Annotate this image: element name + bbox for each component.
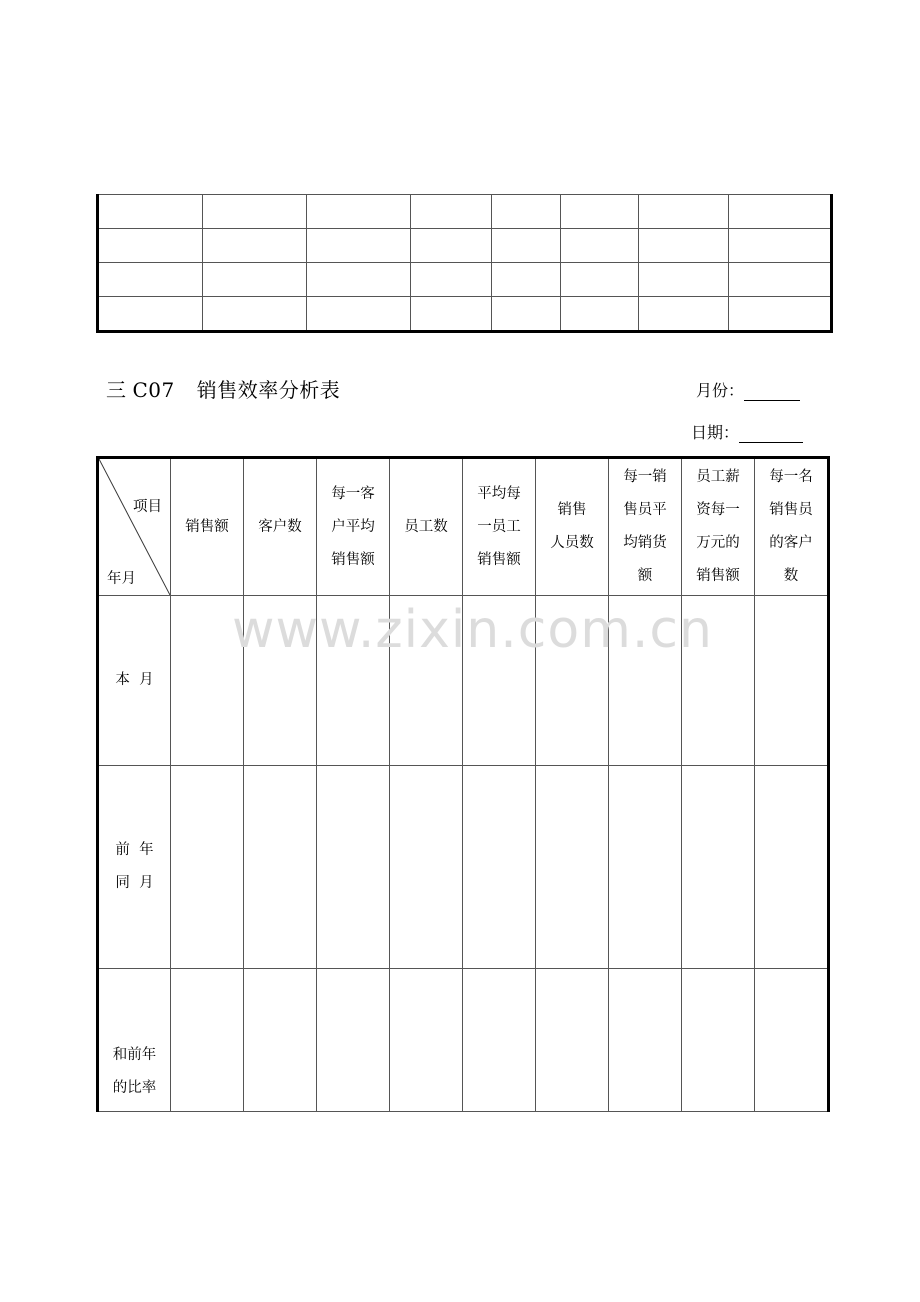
empty-cell: [203, 297, 307, 332]
empty-cell: [639, 297, 729, 332]
data-cell[interactable]: [390, 596, 463, 766]
form-code: C07: [132, 378, 175, 402]
data-cell[interactable]: [682, 596, 755, 766]
empty-cell: [729, 229, 832, 263]
data-cell[interactable]: [244, 596, 317, 766]
row-label-text: 同 月: [115, 875, 154, 891]
header-text: 平均每: [477, 485, 521, 502]
data-cell[interactable]: [317, 766, 390, 969]
empty-cell: [729, 195, 832, 229]
empty-cell: [561, 263, 639, 297]
header-text: 户平均: [331, 518, 375, 535]
date-blank: [739, 424, 803, 443]
header-text: 销售额: [331, 551, 375, 568]
month-field: [696, 378, 800, 401]
empty-cell: [729, 263, 832, 297]
data-cell[interactable]: [171, 969, 244, 1112]
data-cell[interactable]: [755, 596, 829, 766]
data-cell[interactable]: [536, 969, 609, 1112]
empty-cell: [98, 263, 203, 297]
empty-cell: [307, 297, 411, 332]
header-text: 额: [637, 568, 653, 584]
empty-cell: [203, 229, 307, 263]
page-title: 销售效率分析表: [196, 378, 341, 402]
row-label-text: 前 年: [115, 842, 154, 858]
data-cell[interactable]: [682, 969, 755, 1112]
data-cell[interactable]: [609, 596, 682, 766]
data-cell[interactable]: [244, 969, 317, 1112]
data-cell[interactable]: [609, 969, 682, 1112]
table-row: [98, 195, 832, 229]
data-cell[interactable]: [682, 766, 755, 969]
empty-cell: [561, 229, 639, 263]
empty-cell: [492, 195, 561, 229]
table-row: [98, 263, 832, 297]
column-header: [682, 458, 755, 596]
data-cell[interactable]: [171, 766, 244, 969]
empty-cell: [492, 263, 561, 297]
empty-cell: [492, 229, 561, 263]
header-text: 万元的: [696, 535, 740, 551]
data-cell[interactable]: [317, 596, 390, 766]
watermark: www.zixin.com.cn: [232, 600, 713, 660]
previous-table-fragment: [96, 194, 833, 333]
empty-cell: [561, 297, 639, 332]
data-cell[interactable]: [390, 766, 463, 969]
header-text: 客户数: [258, 518, 302, 535]
date-field: [691, 420, 803, 443]
row-label: [98, 969, 171, 1112]
data-cell[interactable]: [244, 766, 317, 969]
column-header: [390, 458, 463, 596]
header-text: 每一客: [331, 485, 375, 502]
empty-cell: [411, 263, 492, 297]
header-text: 数: [783, 568, 799, 584]
table-row: [98, 596, 829, 766]
data-cell[interactable]: [609, 766, 682, 969]
empty-cell: [307, 195, 411, 229]
header-text: 一员工: [477, 518, 521, 535]
data-cell[interactable]: [463, 596, 536, 766]
column-header: [755, 458, 829, 596]
month-label: 月份：: [696, 381, 745, 400]
data-cell[interactable]: [317, 969, 390, 1112]
column-header: [609, 458, 682, 596]
corner-header-cell: [98, 458, 171, 596]
data-cell[interactable]: [755, 766, 829, 969]
empty-cell: [411, 229, 492, 263]
section-number: 三: [106, 378, 127, 402]
data-cell[interactable]: [536, 596, 609, 766]
header-text: 均销货: [623, 535, 667, 551]
empty-cell: [98, 297, 203, 332]
report-heading: [106, 374, 340, 403]
row-label: [98, 596, 171, 766]
empty-cell: [98, 195, 203, 229]
corner-month-label: 年月: [107, 571, 136, 587]
header-text: 的客户: [769, 535, 813, 551]
header-text: 销售员: [769, 502, 813, 518]
header-text: 员工数: [404, 518, 448, 535]
column-header: [536, 458, 609, 596]
table-row: [98, 229, 832, 263]
header-text: 每一销: [623, 469, 667, 485]
data-cell[interactable]: [171, 596, 244, 766]
date-label: 日期：: [691, 423, 740, 442]
empty-cell: [98, 229, 203, 263]
corner-item-label: 项目: [133, 499, 162, 515]
header-text: 每一名: [769, 469, 813, 485]
empty-cell: [411, 195, 492, 229]
sales-efficiency-table: [96, 456, 830, 1112]
table-row: [98, 969, 829, 1112]
table-row: [98, 297, 832, 332]
table-row: [98, 766, 829, 969]
empty-cell: [639, 263, 729, 297]
empty-cell: [307, 263, 411, 297]
data-cell[interactable]: [390, 969, 463, 1112]
row-label: [98, 766, 171, 969]
empty-cell: [729, 297, 832, 332]
empty-cell: [307, 229, 411, 263]
data-cell[interactable]: [755, 969, 829, 1112]
empty-cell: [639, 195, 729, 229]
data-cell[interactable]: [463, 766, 536, 969]
empty-cell: [492, 297, 561, 332]
column-header: [463, 458, 536, 596]
header-text: 员工薪: [696, 469, 740, 485]
empty-cell: [203, 263, 307, 297]
row-label-text: 的比率: [112, 1080, 157, 1096]
month-blank: [744, 382, 800, 401]
data-cell[interactable]: [536, 766, 609, 969]
header-text: 售员平: [623, 502, 667, 518]
column-header: [317, 458, 390, 596]
header-text: 销售额: [696, 568, 740, 584]
empty-cell: [203, 195, 307, 229]
empty-cell: [639, 229, 729, 263]
header-text: 销售额: [185, 518, 229, 535]
empty-cell: [561, 195, 639, 229]
header-text: 销售: [557, 502, 587, 518]
header-text: 人员数: [550, 535, 594, 551]
row-label-text: 和前年: [112, 1047, 157, 1063]
row-label-text: 本 月: [115, 672, 154, 688]
header-text: 销售额: [477, 551, 521, 568]
data-cell[interactable]: [463, 969, 536, 1112]
empty-cell: [411, 297, 492, 332]
column-header: [171, 458, 244, 596]
column-header: [244, 458, 317, 596]
header-text: 资每一: [696, 502, 740, 518]
